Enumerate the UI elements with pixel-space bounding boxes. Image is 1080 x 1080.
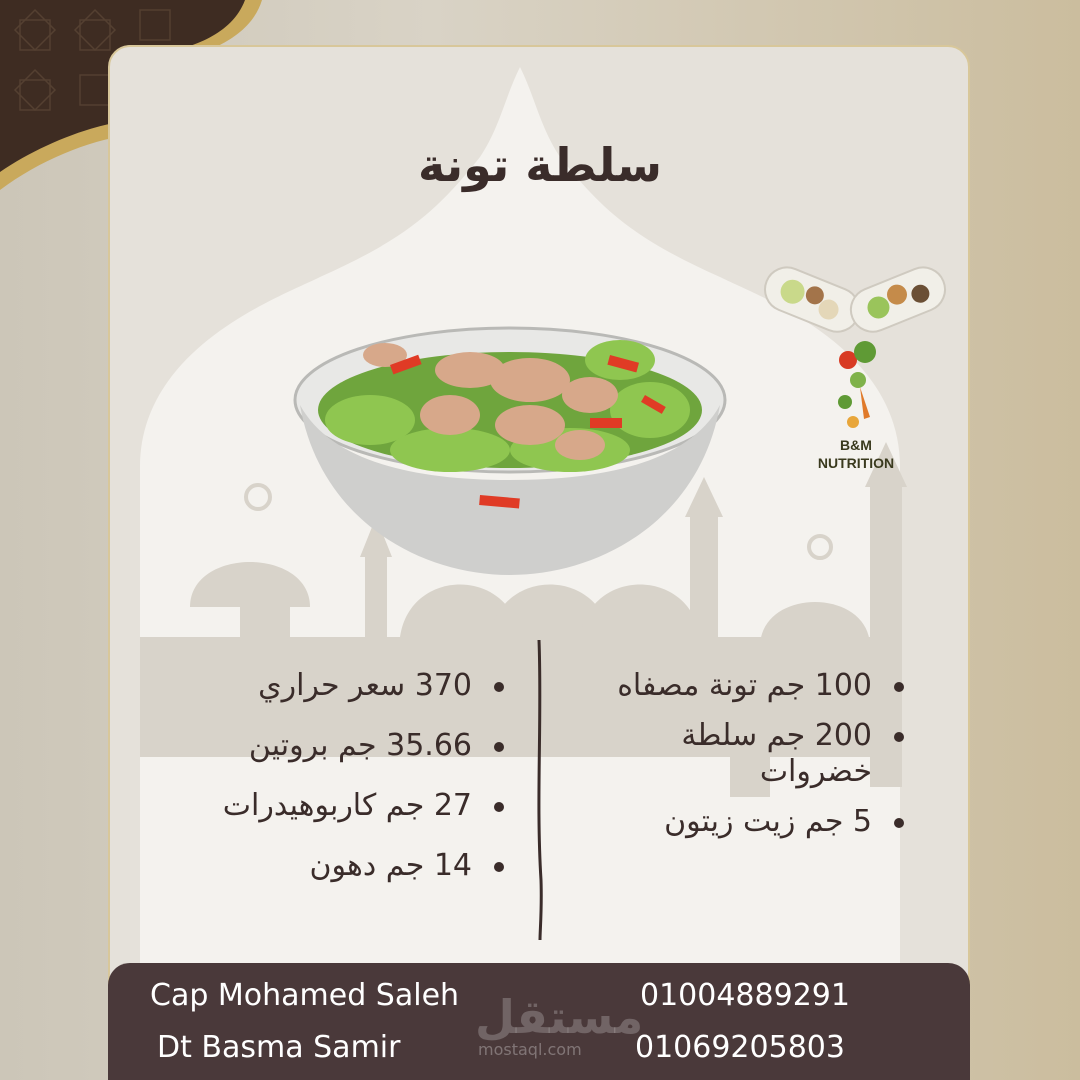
nutrition-item: 27 جم كاربوهيدرات [110,788,510,824]
contact-name-2: Dt Basma Samir [157,1030,401,1065]
ingredient-item: 5 جم زيت زيتون [600,804,910,840]
nutrition-item: 370 سعر حراري [110,668,510,704]
contact-phone-1: 01004889291 [640,978,850,1013]
brand-line-2: NUTRITION [817,455,895,471]
watermark-url: mostaql.com [478,1040,582,1059]
brand-name [800,436,912,472]
ingredients-list [600,668,910,854]
column-divider [520,640,560,940]
recipe-title: سلطة تونة [417,138,662,192]
nutrition-item: 35.66 جم بروتين [110,728,510,764]
watermark-arabic: مستقل [475,990,644,1044]
nutrition-item: 14 جم دهون [110,848,510,884]
brand-line-1: B&M [840,437,872,453]
contact-phone-2: 01069205803 [635,1030,845,1065]
ingredient-item: 100 جم تونة مصفاه [600,668,910,704]
contact-name-1: Cap Mohamed Saleh [150,978,460,1013]
ingredient-item: 200 جم سلطة خضروات [600,718,910,790]
tuna-salad-bowl-image [290,300,730,580]
nutrition-facts-list [110,668,510,908]
